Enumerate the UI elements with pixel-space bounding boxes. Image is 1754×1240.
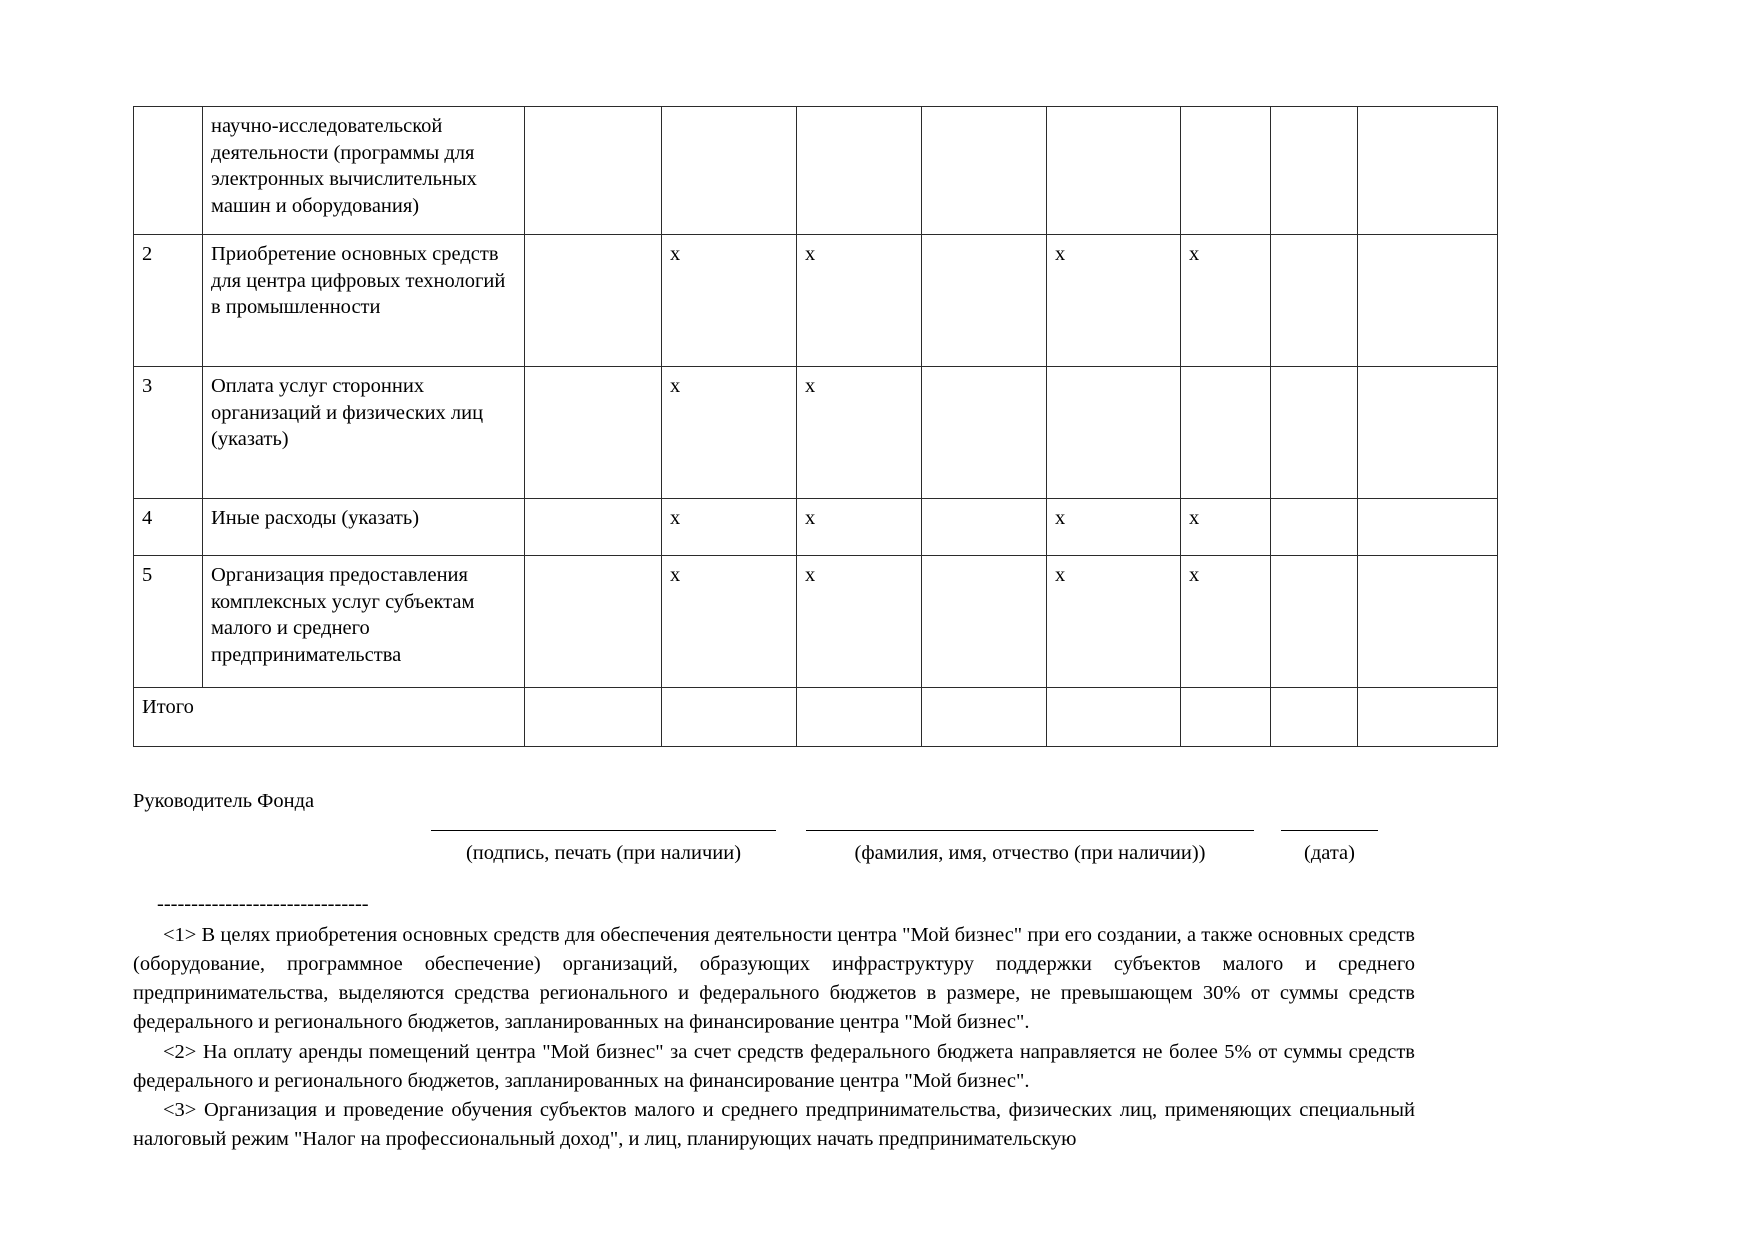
row-mark-cell: x — [1047, 235, 1181, 367]
signature-caption-name: (фамилия, имя, отчество (при наличии)) — [854, 842, 1206, 864]
row-mark-cell: x — [662, 367, 797, 499]
row-mark-cell — [525, 367, 662, 499]
footnote-separator-rule: ------------------------------- — [157, 893, 369, 915]
row-mark-cell: x — [1047, 556, 1181, 688]
row-mark-cell — [525, 499, 662, 556]
signature-title: Руководитель Фонда — [133, 790, 315, 812]
row-mark-cell — [1271, 107, 1358, 235]
table-total-row — [134, 688, 1498, 747]
row-mark-cell: x — [797, 235, 922, 367]
row-number-cell — [134, 107, 203, 235]
row-mark-cell: x — [797, 499, 922, 556]
row-mark-cell: x — [662, 556, 797, 688]
row-mark-cell — [922, 367, 1047, 499]
row-mark-cell: x — [662, 235, 797, 367]
signature-caption-date: (дата) — [1304, 842, 1355, 864]
row-mark-cell — [1358, 499, 1498, 556]
total-mark-cell — [797, 688, 922, 747]
row-mark-cell — [525, 107, 662, 235]
signature-rule-signature — [431, 830, 776, 831]
row-description-cell: Иные расходы (указать) — [203, 499, 525, 556]
table-row — [134, 556, 1498, 688]
row-mark-cell — [1271, 235, 1358, 367]
row-mark-cell — [1047, 367, 1181, 499]
row-mark-cell — [1358, 556, 1498, 688]
row-mark-cell — [1271, 499, 1358, 556]
row-mark-cell — [525, 556, 662, 688]
total-mark-cell — [1358, 688, 1498, 747]
row-description-cell: научно-исследовательской деятельности (программы для электронных вычислительных машин и оборудования) — [203, 107, 525, 235]
row-number-cell: 2 — [134, 235, 203, 367]
footnote-2: <2> На оплату аренды помещений центра "Мой бизнес" за счет средств федерального бюджета направляется не более 5% от суммы средств федерального и регионального бюджетов, запланированных на финансирование центра "Мой бизнес". — [133, 1040, 1415, 1092]
signature-rule-name — [806, 830, 1254, 831]
signature-caption-signature: (подпись, печать (при наличии) — [465, 842, 742, 864]
row-mark-cell — [1181, 367, 1271, 499]
row-mark-cell — [1358, 367, 1498, 499]
row-mark-cell — [1271, 367, 1358, 499]
total-label-cell: Итого — [134, 688, 525, 747]
row-mark-cell — [922, 107, 1047, 235]
total-mark-cell — [1271, 688, 1358, 747]
total-mark-cell — [922, 688, 1047, 747]
table-row — [134, 499, 1498, 556]
row-description-cell: Приобретение основных средств для центра цифровых технологий в промышленности — [203, 235, 525, 367]
row-mark-cell — [1271, 556, 1358, 688]
row-description-cell: Оплата услуг сторонних организаций и физических лиц (указать) — [203, 367, 525, 499]
total-mark-cell — [1181, 688, 1271, 747]
row-mark-cell: x — [1181, 499, 1271, 556]
row-number-cell: 3 — [134, 367, 203, 499]
table-row — [134, 367, 1498, 499]
footnotes-section — [133, 890, 1415, 1154]
total-mark-cell — [1047, 688, 1181, 747]
row-mark-cell — [1181, 107, 1271, 235]
row-number-cell: 4 — [134, 499, 203, 556]
total-mark-cell — [662, 688, 797, 747]
row-mark-cell — [922, 235, 1047, 367]
row-mark-cell — [525, 235, 662, 367]
table-row — [134, 107, 1498, 235]
row-mark-cell: x — [662, 499, 797, 556]
cost-table-wrapper — [133, 106, 1405, 747]
row-mark-cell — [1047, 107, 1181, 235]
row-mark-cell: x — [797, 556, 922, 688]
row-mark-cell: x — [797, 367, 922, 499]
cost-table — [133, 106, 1498, 747]
row-mark-cell — [1358, 107, 1498, 235]
row-description-cell: Организация предоставления комплексных услуг субъектам малого и среднего предпринимательства — [203, 556, 525, 688]
footnote-1: <1> В целях приобретения основных средств для обеспечения деятельности центра "Мой бизнес" при его создании, а также основных средств (оборудование, программное обеспечение) организаций, образующих инфраструктуру поддержки субъектов малого и среднего предпринимательства, выделяются средства регионального и федерального бюджетов в размере, не превышающем 30% от суммы средств федерального и регионального бюджетов, запланированных на финансирование центра "Мой бизнес". — [133, 924, 1415, 1034]
signature-rule-date — [1281, 830, 1378, 831]
row-mark-cell: x — [1047, 499, 1181, 556]
row-mark-cell — [922, 556, 1047, 688]
row-mark-cell — [1358, 235, 1498, 367]
footnote-3: <3> Организация и проведение обучения субъектов малого и среднего предпринимательства, физических лиц, применяющих специальный налоговый режим "Налог на профессиональный доход", и лиц, планирующих начать предпринимательскую — [133, 1098, 1415, 1150]
total-mark-cell — [525, 688, 662, 747]
row-mark-cell: x — [1181, 235, 1271, 367]
row-mark-cell — [797, 107, 922, 235]
row-number-cell: 5 — [134, 556, 203, 688]
row-mark-cell — [922, 499, 1047, 556]
table-row — [134, 235, 1498, 367]
row-mark-cell — [662, 107, 797, 235]
row-mark-cell: x — [1181, 556, 1271, 688]
